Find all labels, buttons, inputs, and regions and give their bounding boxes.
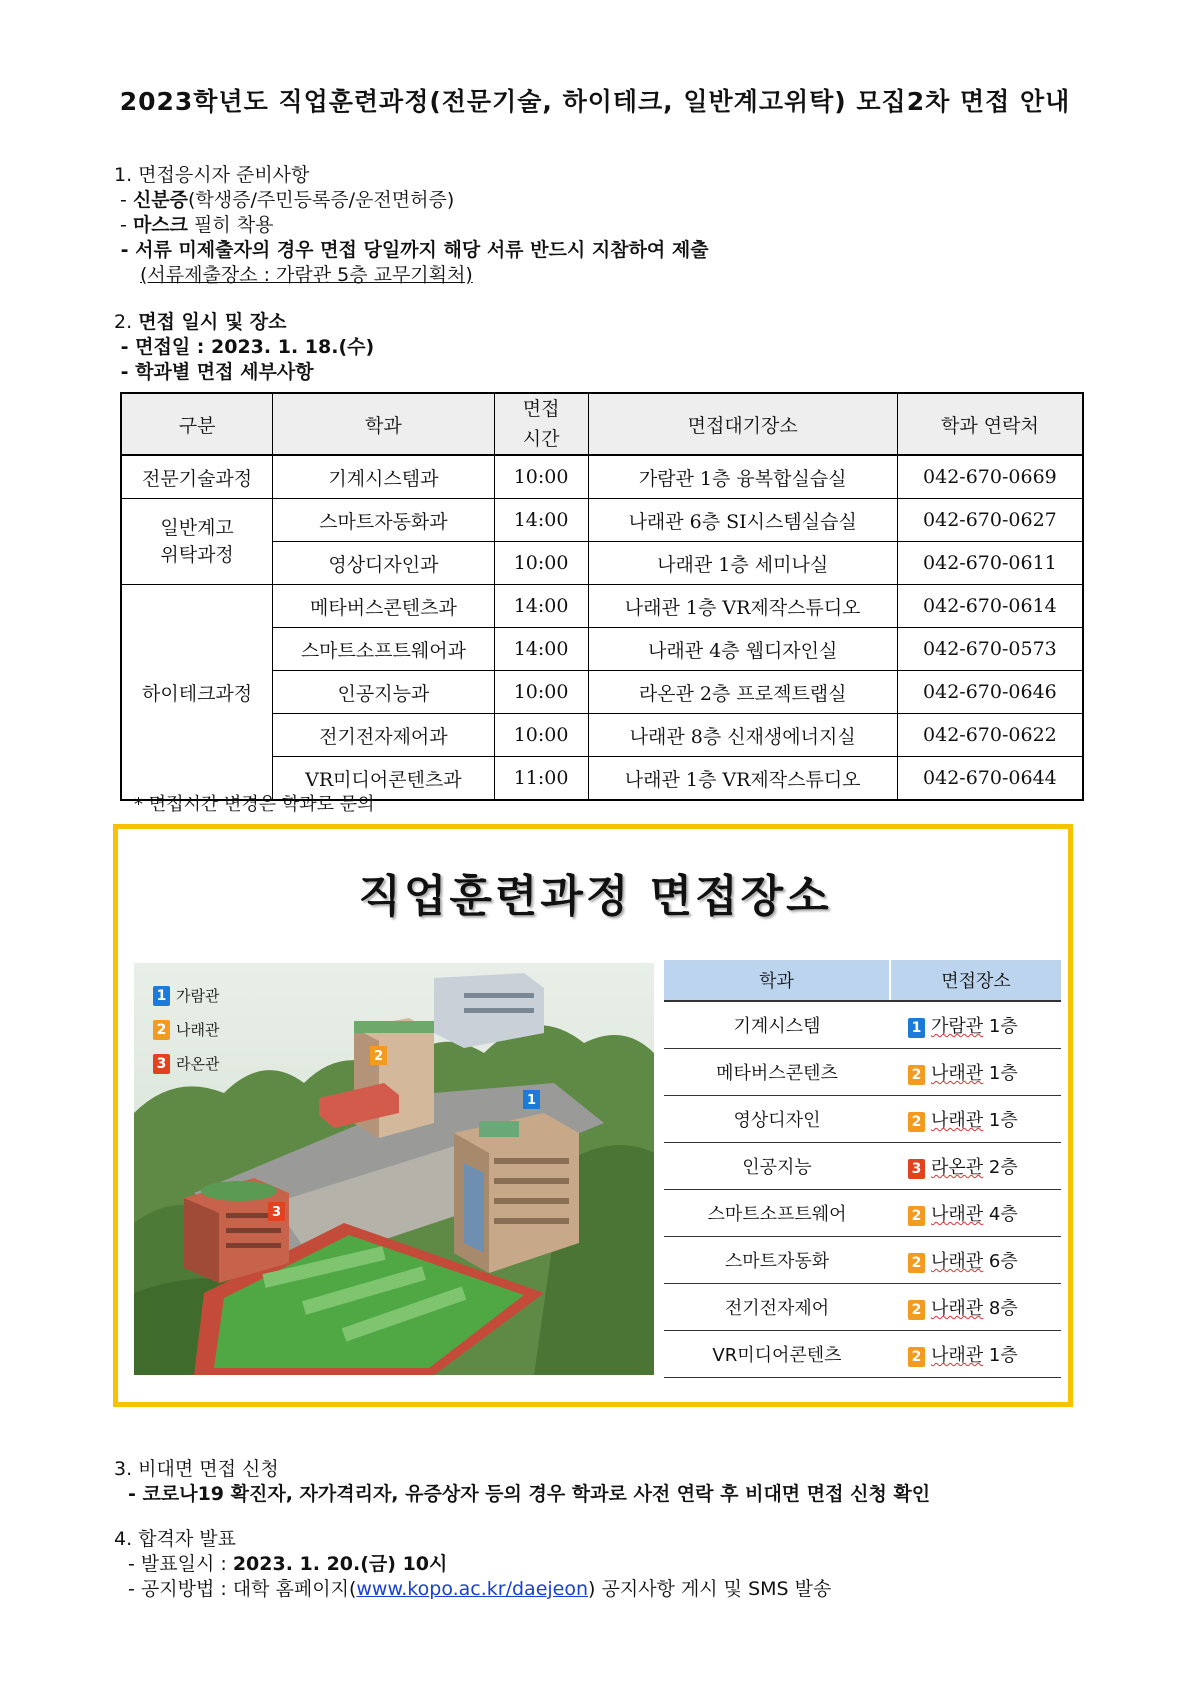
documents-text: 서류 미제출자의 경우 면접 당일까지 해당 서류 반드시 지참하여 제출 xyxy=(135,239,709,261)
loc-building: 가람관 xyxy=(931,1016,984,1037)
time-cell: 14:00 xyxy=(494,628,588,671)
dept-detail-text: 학과별 면접 세부사항 xyxy=(135,361,314,383)
legend-badge-1: 1 xyxy=(153,986,170,1006)
legend-item xyxy=(153,1053,219,1074)
loc-building: 나래관 xyxy=(931,1204,984,1225)
dept-cell: 스마트소프트웨어과 xyxy=(273,628,495,671)
section-1-item-documents: - 서류 미제출자의 경우 면접 당일까지 해당 서류 반드시 지참하여 제출 xyxy=(114,239,709,261)
interview-date: - 면접일 : 2023. 1. 18.(수) xyxy=(114,336,375,358)
location-header-row xyxy=(664,960,1061,1001)
table-row xyxy=(664,1237,1061,1284)
loc-place xyxy=(890,1237,1061,1284)
dept-detail-heading: - 학과별 면접 세부사항 xyxy=(114,361,314,383)
loc-floor: 6층 xyxy=(983,1251,1018,1272)
table-row xyxy=(664,1096,1061,1143)
place-cell: 나래관 4층 웹디자인실 xyxy=(588,628,897,671)
schedule-header-row xyxy=(121,393,1083,455)
loc-floor: 8층 xyxy=(983,1298,1018,1319)
loc-building: 나래관 xyxy=(931,1110,984,1131)
category-cell: 하이테크과정 xyxy=(121,585,273,801)
place-cell: 나래관 1층 VR제작스튜디오 xyxy=(588,757,897,801)
place-cell: 가람관 1층 융복합실습실 xyxy=(588,455,897,499)
category-cell xyxy=(121,499,273,585)
location-header-place: 면접장소 xyxy=(890,960,1061,1001)
section-2-num: 2. xyxy=(114,311,133,333)
homepage-link[interactable]: www.kopo.ac.kr/daejeon xyxy=(356,1578,589,1600)
loc-badge: 3 xyxy=(908,1159,925,1179)
loc-place xyxy=(890,1284,1061,1331)
map-marker-3: 3 xyxy=(271,1205,282,1220)
loc-dept: VR미디어콘텐츠 xyxy=(664,1331,890,1378)
section-1-heading: 1. 면접응시자 준비사항 xyxy=(114,164,310,186)
category-cell: 전문기술과정 xyxy=(121,455,273,499)
interview-date-text: 면접일 : 2023. 1. 18.(수) xyxy=(135,336,375,358)
header-contact: 학과 연락처 xyxy=(897,393,1083,455)
loc-building: 라온관 xyxy=(931,1157,984,1178)
documents-note xyxy=(114,263,709,288)
page-title: 2023학년도 직업훈련과정(전문기술, 하이테크, 일반계고위탁) 모집2차 면접 안내 xyxy=(119,87,1071,116)
loc-floor: 4층 xyxy=(983,1204,1018,1225)
category-line1: 일반계고 xyxy=(160,516,234,539)
section-1-item-mask: - 마스크 필히 착용 xyxy=(114,214,274,236)
legend-item xyxy=(153,985,219,1006)
mask-detail: 필히 착용 xyxy=(188,214,274,236)
section-1 xyxy=(114,163,709,288)
schedule-note: * 면접시간 변경은 학과로 문의 xyxy=(134,794,375,815)
contact-cell: 042-670-0614 xyxy=(897,585,1083,628)
loc-badge: 2 xyxy=(908,1206,925,1226)
loc-badge: 2 xyxy=(908,1347,925,1367)
place-cell: 나래관 1층 VR제작스튜디오 xyxy=(588,585,897,628)
id-card-label: 신분증 xyxy=(132,189,188,211)
location-header-dept: 학과 xyxy=(664,960,890,1001)
announce-method-pre: 공지방법 : 대학 홈페이지( xyxy=(140,1578,357,1600)
loc-dept: 스마트소프트웨어 xyxy=(664,1190,890,1237)
id-card-detail: (학생증/주민등록증/운전면허증) xyxy=(188,189,455,211)
time-cell: 14:00 xyxy=(494,585,588,628)
header-time-line2: 시간 xyxy=(522,428,560,450)
section-4-heading: 4. 합격자 발표 xyxy=(114,1528,236,1550)
loc-building: 나래관 xyxy=(931,1345,984,1366)
loc-building: 나래관 xyxy=(931,1251,984,1272)
loc-floor: 1층 xyxy=(983,1345,1018,1366)
table-row xyxy=(121,499,1083,542)
announce-date: - 발표일시 : 2023. 1. 20.(금) 10시 xyxy=(128,1553,448,1575)
section-1-item-id: - 신분증(학생증/주민등록증/운전면허증) xyxy=(114,189,455,211)
dept-cell: VR미디어콘텐츠과 xyxy=(273,757,495,801)
section-3-heading: 3. 비대면 면접 신청 xyxy=(114,1458,279,1480)
map-marker-1: 1 xyxy=(526,1093,537,1108)
loc-floor: 1층 xyxy=(983,1063,1018,1084)
table-row xyxy=(121,455,1083,499)
loc-place xyxy=(890,1331,1061,1378)
announce-method-post: ) 공지사항 게시 및 SMS 발송 xyxy=(588,1578,832,1600)
announce-date-label: 발표일시 : xyxy=(140,1553,233,1575)
announce-method: - 공지방법 : 대학 홈페이지(www.kopo.ac.kr/daejeon) 공지사항 게시 및 SMS 발송 xyxy=(128,1578,832,1600)
legend-item xyxy=(153,1019,219,1040)
loc-building: 나래관 xyxy=(931,1298,984,1319)
table-row xyxy=(664,1143,1061,1190)
table-row xyxy=(664,1001,1061,1049)
loc-floor: 1층 xyxy=(983,1016,1018,1037)
legend-label: 가람관 xyxy=(176,987,220,1005)
loc-dept: 기계시스템 xyxy=(664,1001,890,1049)
place-cell: 나래관 8층 신재생에너지실 xyxy=(588,714,897,757)
section-4 xyxy=(114,1527,831,1602)
map-marker-2: 2 xyxy=(373,1049,384,1064)
contact-cell: 042-670-0622 xyxy=(897,714,1083,757)
table-row xyxy=(664,1331,1061,1378)
loc-floor: 1층 xyxy=(983,1110,1018,1131)
schedule-table xyxy=(120,392,1084,801)
dept-cell: 기계시스템과 xyxy=(273,455,495,499)
legend-label: 나래관 xyxy=(176,1021,220,1039)
table-row xyxy=(664,1284,1061,1331)
time-cell: 14:00 xyxy=(494,499,588,542)
place-cell: 라온관 2층 프로젝트랩실 xyxy=(588,671,897,714)
loc-badge: 1 xyxy=(908,1018,925,1038)
dept-cell: 영상디자인과 xyxy=(273,542,495,585)
loc-badge: 2 xyxy=(908,1253,925,1273)
loc-floor: 2층 xyxy=(983,1157,1018,1178)
map-title: 직업훈련과정 면접장소 xyxy=(358,871,832,922)
documents-location: (서류제출장소 : 가람관 5층 교무기획처) xyxy=(140,264,473,286)
contact-cell: 042-670-0627 xyxy=(897,499,1083,542)
dept-cell: 인공지능과 xyxy=(273,671,495,714)
loc-place xyxy=(890,1049,1061,1096)
time-cell: 10:00 xyxy=(494,542,588,585)
loc-place xyxy=(890,1096,1061,1143)
time-cell: 10:00 xyxy=(494,714,588,757)
section-3-text: 코로나19 확진자, 자가격리자, 유증상자 등의 경우 학과로 사전 연락 후 비대면 면접 신청 확인 xyxy=(142,1483,931,1505)
header-time xyxy=(494,393,588,455)
loc-badge: 2 xyxy=(908,1112,925,1132)
loc-badge: 2 xyxy=(908,1300,925,1320)
section-2 xyxy=(114,310,374,385)
loc-place xyxy=(890,1190,1061,1237)
loc-dept: 인공지능 xyxy=(664,1143,890,1190)
table-row xyxy=(664,1190,1061,1237)
location-table xyxy=(664,960,1061,1378)
loc-dept: 전기전자제어 xyxy=(664,1284,890,1331)
table-row xyxy=(121,585,1083,628)
loc-place xyxy=(890,1143,1061,1190)
time-cell: 10:00 xyxy=(494,455,588,499)
announce-date-value: 2023. 1. 20.(금) 10시 xyxy=(232,1553,448,1575)
loc-building: 나래관 xyxy=(931,1063,984,1084)
header-dept: 학과 xyxy=(273,393,495,455)
section-3-item: - 코로나19 확진자, 자가격리자, 유증상자 등의 경우 학과로 사전 연락 후 비대면 면접 신청 확인 xyxy=(128,1483,931,1505)
contact-cell: 042-670-0669 xyxy=(897,455,1083,499)
contact-cell: 042-670-0573 xyxy=(897,628,1083,671)
legend-label: 라온관 xyxy=(176,1055,220,1073)
section-2-title: 면접 일시 및 장소 xyxy=(138,311,287,333)
place-cell: 나래관 1층 세미나실 xyxy=(588,542,897,585)
contact-cell: 042-670-0646 xyxy=(897,671,1083,714)
header-time-line1: 면접 xyxy=(522,398,560,420)
header-category: 구분 xyxy=(121,393,273,455)
loc-dept: 메타버스콘텐츠 xyxy=(664,1049,890,1096)
loc-place xyxy=(890,1001,1061,1049)
map-legend xyxy=(153,985,219,1087)
contact-cell: 042-670-0611 xyxy=(897,542,1083,585)
section-2-heading xyxy=(114,310,374,335)
dept-cell: 전기전자제어과 xyxy=(273,714,495,757)
table-row xyxy=(664,1049,1061,1096)
header-place: 면접대기장소 xyxy=(588,393,897,455)
legend-badge-3: 3 xyxy=(153,1054,170,1074)
loc-badge: 2 xyxy=(908,1065,925,1085)
dept-cell: 스마트자동화과 xyxy=(273,499,495,542)
time-cell: 10:00 xyxy=(494,671,588,714)
section-3 xyxy=(114,1457,930,1507)
loc-dept: 영상디자인 xyxy=(664,1096,890,1143)
loc-dept: 스마트자동화 xyxy=(664,1237,890,1284)
legend-badge-2: 2 xyxy=(153,1020,170,1040)
mask-label: 마스크 xyxy=(132,214,188,236)
dept-cell: 메타버스콘텐츠과 xyxy=(273,585,495,628)
category-line2: 위탁과정 xyxy=(160,543,234,566)
time-cell: 11:00 xyxy=(494,757,588,801)
place-cell: 나래관 6층 SI시스템실습실 xyxy=(588,499,897,542)
contact-cell: 042-670-0644 xyxy=(897,757,1083,801)
